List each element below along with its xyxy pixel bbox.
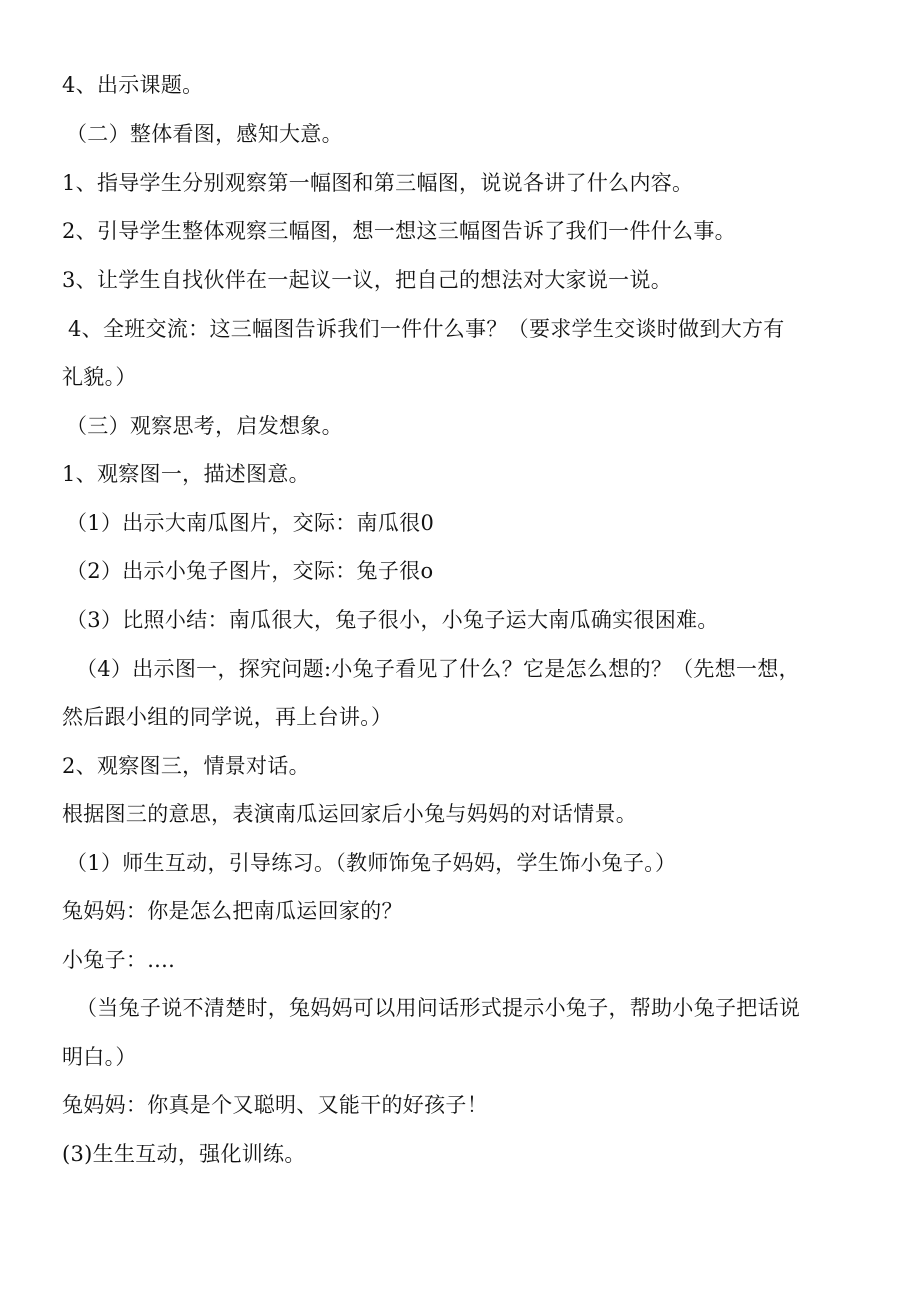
text-line: 2、观察图三，情景对话。	[62, 754, 310, 778]
text-line: 根据图三的意思，表演南瓜运回家后小兔与妈妈的对话情景。	[62, 802, 638, 826]
dialogue-line: 小兔子：....	[62, 948, 176, 972]
text-line: （1）出示大南瓜图片，交际：南瓜很0	[66, 511, 435, 535]
dialogue-line: 兔妈妈：你真是个又聪明、又能干的好孩子！	[62, 1093, 488, 1117]
text-line: (3)生生互动，强化训练。	[62, 1142, 306, 1166]
text-line: 1、指导学生分别观察第一幅图和第三幅图，说说各讲了什么内容。	[62, 171, 694, 195]
text-line: 1、观察图一，描述图意。	[62, 462, 310, 486]
text-line: 明白。）	[62, 1045, 137, 1069]
text-line: （1）师生互动，引导练习。（教师饰兔子妈妈，学生饰小兔子。）	[66, 851, 677, 875]
text-line: 4、出示课题。	[62, 73, 204, 97]
section-heading: （三）观察思考，启发想象。	[66, 414, 343, 438]
text-line: 然后跟小组的同学说，再上台讲。）	[62, 705, 393, 729]
text-line: （2）出示小兔子图片，交际：兔子很o	[66, 559, 434, 583]
text-line: （3）比照小结：南瓜很大，兔子很小，小兔子运大南瓜确实很困难。	[66, 608, 719, 632]
text-line: 礼貌。）	[62, 365, 137, 389]
text-line: 3、让学生自找伙伴在一起议一议，把自己的想法对大家说一说。	[62, 268, 673, 292]
section-heading: （二）整体看图，感知大意。	[66, 122, 343, 146]
dialogue-line: 兔妈妈：你是怎么把南瓜运回家的？	[62, 899, 403, 923]
text-line: （4）出示图一，探究问题:小兔子看见了什么？它是怎么想的？（先想一想，	[76, 657, 800, 681]
text-line: 2、引导学生整体观察三幅图，想一想这三幅图告诉了我们一件什么事。	[62, 219, 736, 243]
text-line: 4、全班交流：这三幅图告诉我们一件什么事？（要求学生交谈时做到大方有	[68, 317, 785, 341]
text-line: （当兔子说不清楚时，兔妈妈可以用问话形式提示小兔子，帮助小兔子把话说	[76, 996, 801, 1020]
